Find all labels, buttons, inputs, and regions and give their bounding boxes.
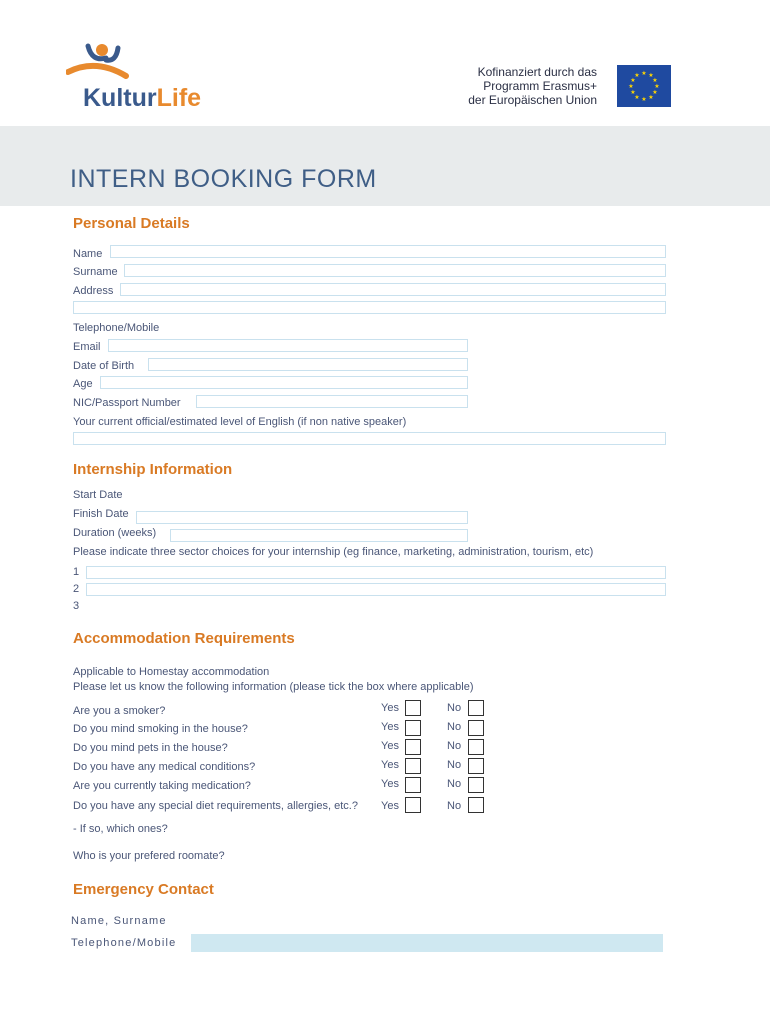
finish-date-field[interactable] bbox=[136, 511, 468, 524]
no-label: No bbox=[447, 702, 462, 714]
no-label: No bbox=[447, 778, 462, 790]
diet-no-checkbox[interactable] bbox=[468, 797, 484, 813]
pets-no-checkbox[interactable] bbox=[468, 739, 484, 755]
eu-line-3: der Europäischen Union bbox=[468, 93, 597, 107]
nic-passport-field[interactable] bbox=[196, 395, 468, 408]
surname-label: Surname bbox=[73, 266, 118, 278]
yes-label: Yes bbox=[381, 800, 399, 812]
address-field-line1[interactable] bbox=[120, 283, 666, 296]
sector-number-1: 1 bbox=[73, 566, 80, 578]
yes-label: Yes bbox=[381, 759, 399, 771]
name-label: Name bbox=[73, 248, 103, 260]
pets-yes-checkbox[interactable] bbox=[405, 739, 421, 755]
svg-text:★: ★ bbox=[654, 83, 660, 90]
english-level-label: Your current official/estimated level of English (if non native speaker) bbox=[73, 416, 407, 428]
sector-choices-label: Please indicate three sector choices for your internship (eg finance, marketing, administration, tourism, etc) bbox=[73, 546, 594, 558]
question-diet: Do you have any special diet requirements, allergies, etc.? bbox=[73, 800, 358, 812]
question-medical: Do you have any medical conditions? bbox=[73, 761, 256, 773]
svg-text:★: ★ bbox=[628, 83, 634, 90]
logo-text-kultur: Kultur bbox=[83, 84, 157, 112]
emergency-heading: Emergency Contact bbox=[73, 881, 214, 898]
svg-text:★: ★ bbox=[648, 94, 654, 101]
accommodation-heading: Accommodation Requirements bbox=[73, 630, 295, 647]
email-field[interactable] bbox=[108, 339, 468, 352]
internship-heading: Internship Information bbox=[73, 461, 233, 478]
medication-no-checkbox[interactable] bbox=[468, 777, 484, 793]
medical-yes-checkbox[interactable] bbox=[405, 758, 421, 774]
yes-label: Yes bbox=[381, 702, 399, 714]
smoking-house-no-checkbox[interactable] bbox=[468, 720, 484, 736]
svg-text:★: ★ bbox=[648, 72, 654, 79]
smoker-yes-checkbox[interactable] bbox=[405, 700, 421, 716]
svg-text:★: ★ bbox=[630, 89, 636, 96]
duration-field[interactable] bbox=[170, 529, 468, 542]
name-field[interactable] bbox=[110, 245, 666, 258]
no-label: No bbox=[447, 759, 462, 771]
emergency-telephone-label: Telephone/Mobile bbox=[71, 937, 177, 949]
emergency-name-label: Name, Surname bbox=[71, 915, 167, 927]
age-label: Age bbox=[73, 378, 93, 390]
logo-figure-icon bbox=[66, 40, 136, 90]
question-smoker: Are you a smoker? bbox=[73, 705, 166, 717]
smoker-no-checkbox[interactable] bbox=[468, 700, 484, 716]
diet-details-label: - If so, which ones? bbox=[73, 823, 168, 835]
telephone-label: Telephone/Mobile bbox=[73, 322, 160, 334]
eu-line-1: Kofinanziert durch das bbox=[477, 65, 597, 79]
sector-field-2[interactable] bbox=[86, 583, 666, 596]
eu-line-2: Programm Erasmus+ bbox=[483, 79, 597, 93]
dob-field[interactable] bbox=[148, 358, 468, 371]
eu-cofunding-text bbox=[468, 65, 597, 107]
roommate-label: Who is your prefered roomate? bbox=[73, 850, 225, 862]
svg-text:★: ★ bbox=[630, 77, 636, 84]
tick-instructions: Please let us know the following information (please tick the box where applicable) bbox=[73, 681, 474, 693]
kulturlife-logo bbox=[66, 40, 236, 115]
eu-flag-icon bbox=[617, 65, 671, 107]
no-label: No bbox=[447, 721, 462, 733]
finish-date-label: Finish Date bbox=[73, 508, 129, 520]
no-label: No bbox=[447, 740, 462, 752]
address-field-line2[interactable] bbox=[73, 301, 666, 314]
age-field[interactable] bbox=[100, 376, 468, 389]
svg-text:★: ★ bbox=[652, 77, 658, 84]
svg-text:★: ★ bbox=[641, 70, 647, 77]
yes-label: Yes bbox=[381, 721, 399, 733]
no-label: No bbox=[447, 800, 462, 812]
medical-no-checkbox[interactable] bbox=[468, 758, 484, 774]
homestay-intro: Applicable to Homestay accommodation bbox=[73, 666, 270, 678]
duration-label: Duration (weeks) bbox=[73, 527, 157, 539]
english-level-field[interactable] bbox=[73, 432, 666, 445]
dob-label: Date of Birth bbox=[73, 360, 135, 372]
svg-text:★: ★ bbox=[634, 72, 640, 79]
email-label: Email bbox=[73, 341, 101, 353]
diet-yes-checkbox[interactable] bbox=[405, 797, 421, 813]
emergency-telephone-field[interactable] bbox=[191, 934, 663, 952]
nic-passport-label: NIC/Passport Number bbox=[73, 397, 181, 409]
sector-field-1[interactable] bbox=[86, 566, 666, 579]
logo-text-life: Life bbox=[156, 84, 202, 112]
smoking-house-yes-checkbox[interactable] bbox=[405, 720, 421, 736]
svg-text:★: ★ bbox=[652, 89, 658, 96]
yes-label: Yes bbox=[381, 778, 399, 790]
sector-number-2: 2 bbox=[73, 583, 80, 595]
surname-field[interactable] bbox=[124, 264, 666, 277]
svg-text:★: ★ bbox=[641, 96, 647, 103]
personal-details-heading: Personal Details bbox=[73, 215, 190, 232]
yes-label: Yes bbox=[381, 740, 399, 752]
sector-number-3: 3 bbox=[73, 600, 80, 612]
form-title: INTERN BOOKING FORM bbox=[70, 165, 377, 193]
question-medication: Are you currently taking medication? bbox=[73, 780, 251, 792]
address-label: Address bbox=[73, 285, 114, 297]
question-smoking-house: Do you mind smoking in the house? bbox=[73, 723, 248, 735]
svg-text:★: ★ bbox=[634, 94, 640, 101]
question-pets: Do you mind pets in the house? bbox=[73, 742, 228, 754]
start-date-label: Start Date bbox=[73, 489, 123, 501]
medication-yes-checkbox[interactable] bbox=[405, 777, 421, 793]
